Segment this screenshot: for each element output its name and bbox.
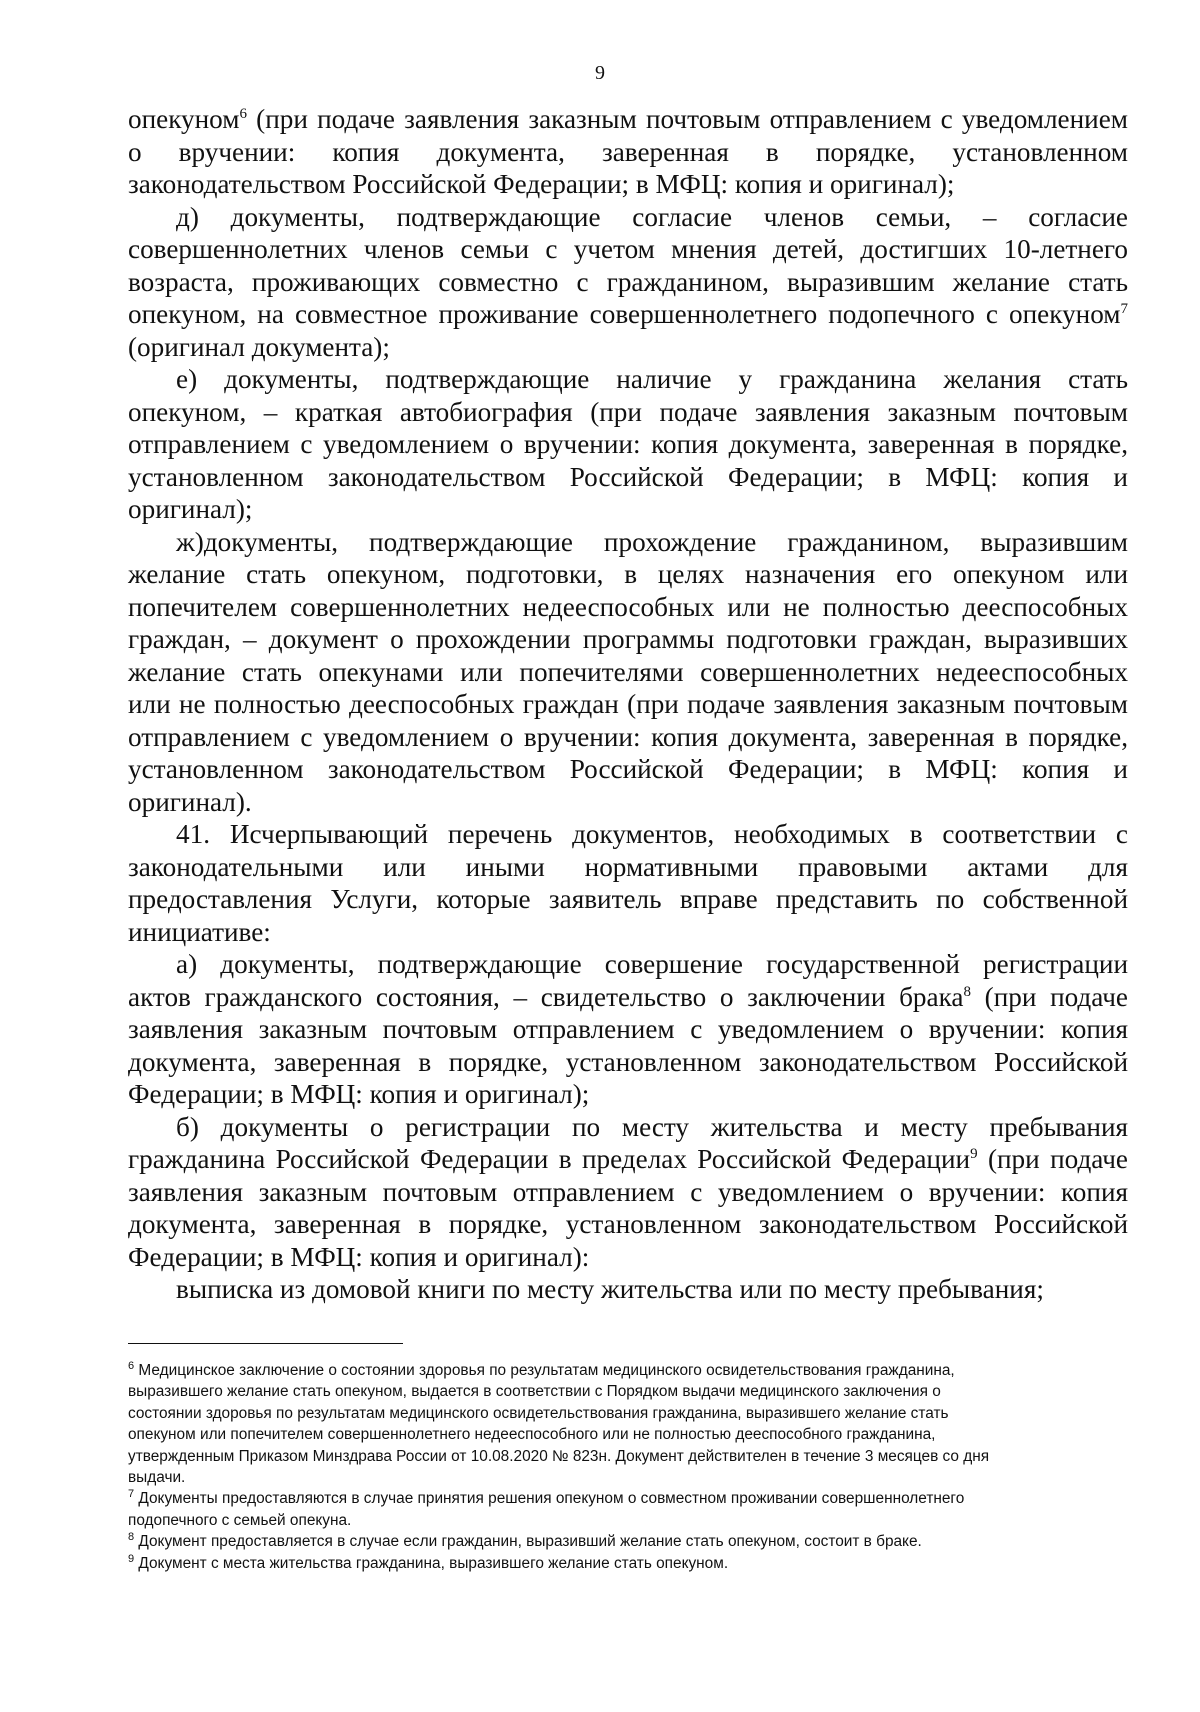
text-line: желание стать опекунами или попечителями совершеннолетних недееспособных [128,656,1128,687]
text-line: предоставления Услуги, которые заявитель вправе представить по собственной [128,884,1128,914]
footnote-mark: 6 [128,1360,135,1372]
footnote-ref: 6 [239,106,247,122]
text-line: б) документы о регистрации по месту жительства и месту пребывания [176,1111,1128,1142]
text-line: ж)документы, подтверждающие прохождение гражданином, выразившим [176,526,1128,557]
footnote-mark: 7 [128,1488,135,1501]
text-line: граждан, – документ о прохождении программы подготовки граждан, выразивших [128,624,1128,654]
text-line: документа, заверенная в порядке, установленном законодательством Российской [128,1209,1128,1239]
text-line: попечителем совершеннолетних недееспособных или не полностью дееспособных [128,591,1128,622]
footnote-ref: 9 [970,1146,978,1162]
text-line: выписка из домовой книги по месту жительства или по месту пребывания; [176,1274,1044,1304]
text-line: е) документы, подтверждающие наличие у гражданина желания стать [176,364,1128,394]
footnote-ref: 8 [963,983,971,1000]
text-line: установленном законодательством Российской Федерации; в МФЦ: копия и [128,754,1128,784]
footnote-line: состоянии здоровья по результатам медицинского освидетельствования гражданина, выразившего желание стать [128,1404,949,1422]
text-line: установленном законодательством Российской Федерации; в МФЦ: копия и [128,461,1128,492]
footnote-line: $^7$ Документы предоставляются в случае принятия решения опекуном о совместном проживании совершеннолетнего [128,1488,965,1508]
text-line: оригинал). [128,786,252,817]
footnote-line: $^8$ Документ предоставляется в случае если гражданин, выразивший желание стать опекуном, состоит в браке. [128,1531,922,1551]
footnote-mark: 9 [128,1552,135,1565]
page-number: 9 [595,62,605,84]
text-line: а) документы, подтверждающие совершение государственной регистрации [176,949,1128,979]
text-line: гражданина Российской Федерации в пределах Российской Федерации$^9$ (при подаче [128,1144,1128,1174]
text-line: опекуном$^6$ (при подаче заявления заказным почтовым отправлением с уведомлением [128,104,1128,134]
text-line: Федерации; в МФЦ: копия и оригинал): [128,1241,590,1272]
footnotes [128,1360,1128,1574]
footnote-separator [128,1343,403,1344]
text-line: или не полностью дееспособных граждан (при подаче заявления заказным почтовым [128,689,1128,719]
text-line: (оригинал документа); [128,331,390,362]
text-line: законодательными или иными нормативными правовыми актами для [128,851,1128,882]
text-line: отправлением с уведомлением о вручении: копия документа, заверенная в порядке, [128,429,1128,459]
footnote-line: опекуном или попечителем совершеннолетнего недееспособного или не полностью дееспособного гражданина, [128,1426,936,1444]
text-line: заявления заказным почтовым отправлением с уведомлением о вручении: копия [128,1014,1128,1044]
text-line: опекуном, на совместное проживание совершеннолетнего подопечного с опекуном$^7$ [128,299,1128,329]
text-line: 41. Исчерпывающий перечень документов, необходимых в соответствии с [176,819,1128,849]
footnote-mark: 8 [128,1531,135,1544]
body-text [128,103,1128,1306]
text-line: оригинал); [128,494,253,524]
footnote-line: $^9$ Документ с места жительства гражданина, выразившего желание стать опекуном. [128,1552,729,1572]
footnote-line: $^6$ Медицинское заключение о состоянии здоровья по результатам медицинского освидетельствования гражданина, [128,1360,955,1379]
footnote-ref: 7 [1120,301,1128,317]
text-line: законодательством Российской Федерации; в МФЦ: копия и оригинал); [128,169,955,199]
footnote-line: утвержденным Приказом Минздрава России от 10.08.2020 № 823н. Документ действителен в течение 3 месяцев со дня [128,1447,990,1465]
text-line: совершеннолетних членов семьи с учетом мнения детей, достигших 10-летнего [128,234,1128,264]
footnote-line: выдачи. [128,1469,186,1487]
text-line: заявления заказным почтовым отправлением с уведомлением о вручении: копия [128,1176,1128,1207]
text-line: отправлением с уведомлением о вручении: копия документа, заверенная в порядке, [128,721,1128,752]
footnote-line: выразившего желание стать опекуном, выдается в соответствии с Порядком выдачи медицинского заключения о [128,1383,941,1401]
text-line: опекуном, – краткая автобиография (при подаче заявления заказным почтовым [128,396,1128,427]
text-line: д) документы, подтверждающие согласие членов семьи, – согласие [176,201,1128,232]
text-line: Федерации; в МФЦ: копия и оригинал); [128,1079,590,1109]
footnote-line: подопечного с семьей опекуна. [128,1511,352,1529]
text-line: желание стать опекуном, подготовки, в целях назначения его опекуном или [128,559,1128,589]
text-line: инициативе: [128,916,271,947]
text-line: документа, заверенная в порядке, установленном законодательством Российской [128,1046,1128,1077]
text-line: актов гражданского состояния, – свидетельство о заключении брака$^8$ (при подаче [128,981,1128,1012]
text-line: возраста, проживающих совместно с гражданином, выразившим желание стать [128,266,1128,297]
text-line: о вручении: копия документа, заверенная в порядке, установленном [128,136,1128,167]
